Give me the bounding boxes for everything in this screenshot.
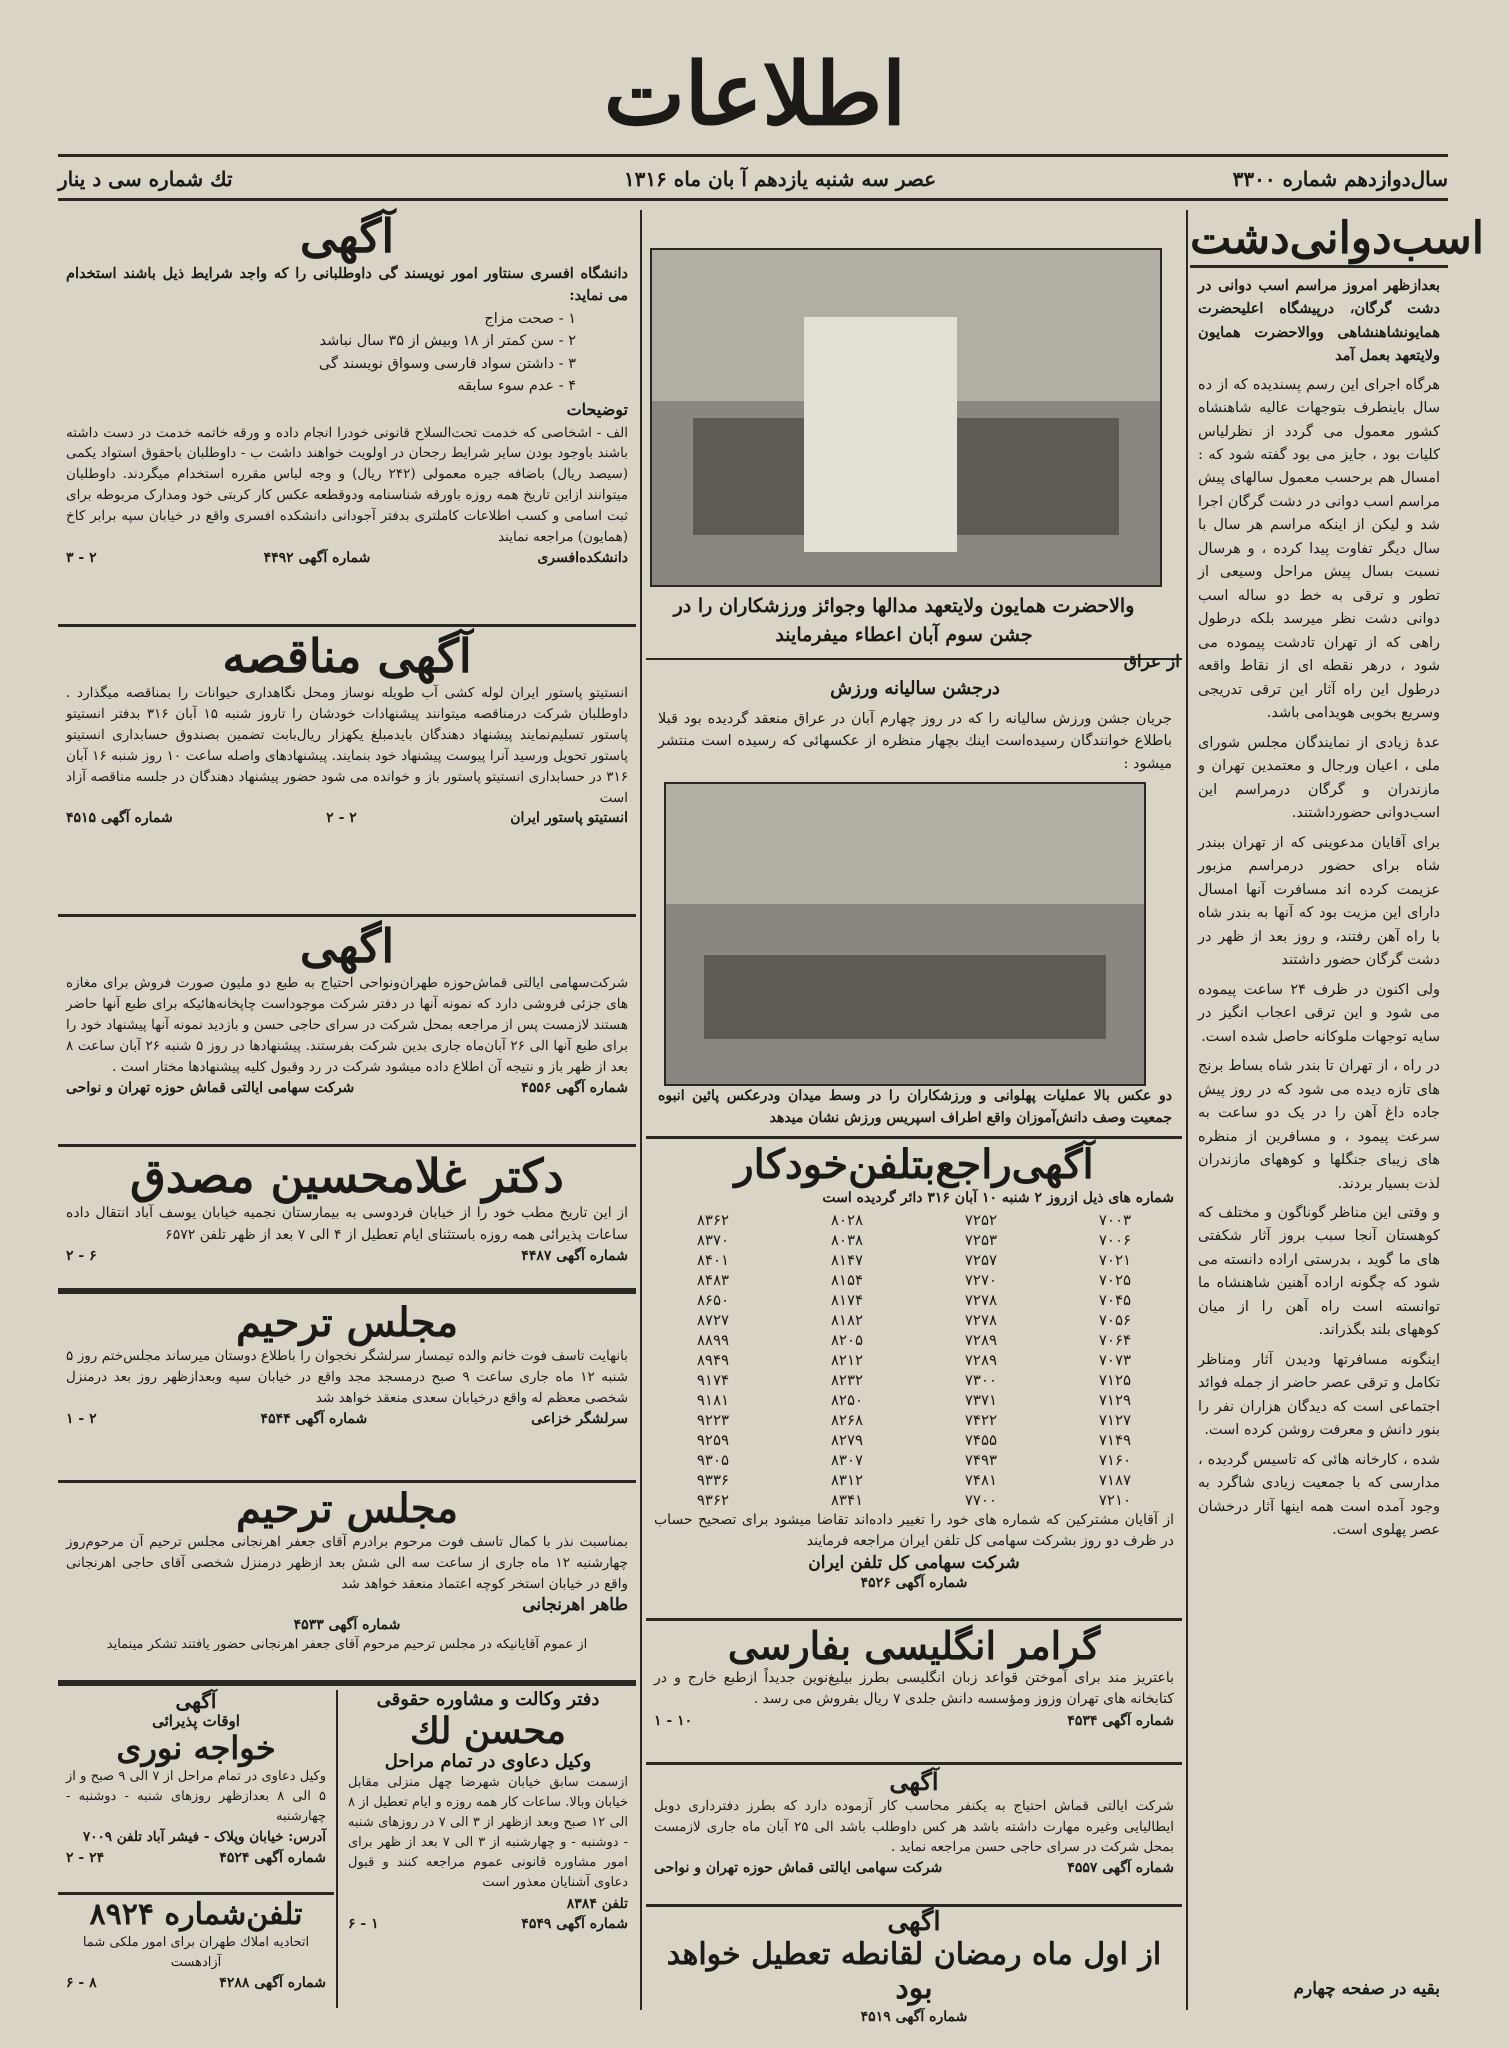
ad-series: ۲۴ - ۲ bbox=[66, 1850, 105, 1867]
rule bbox=[58, 914, 636, 917]
notice-memorial-2-body: بمناسبت نذر با کمال تاسف فوت مرحوم برادرم آقای جعفر اهرنجانی مجلس ترحیم آن مرحوم‌روز چهارشنبه ۱۲ ماه جاری از ساعت سه الی شش بعد ازظهر درمنزل شخصی آقای حاجی اهرنجانی واقع در خیابان استخر کوچه اعتماد منعقد خواهد شد bbox=[66, 1534, 628, 1592]
lead-paragraph: و وقتی این مناظر گوناگون و مختلف که کوهستان آنجا سبب بروز آثار شکفتی های ما گوید ، بدرستی اراده دانسته می شود که چگونه اراده آهنین شاهنشاه ما توانسته است راه آهن را از میان کوههای بلند بگذراند. bbox=[1198, 1205, 1440, 1339]
telephone-number: ۷۴۲۲ bbox=[964, 1410, 998, 1429]
ad-number: شماره آگهی ۴۲۸۸ bbox=[219, 1974, 326, 1991]
notice-doctor-title: دكتر غلامحسین مصدق bbox=[130, 1149, 564, 1203]
telephone-number: ۸۶۵۰ bbox=[696, 1290, 730, 1309]
ad-number: شماره آگهی ۴۵۱۹ bbox=[860, 2008, 968, 2025]
notice-grammar-body: باعتریز مند برای آموختن قواعد زبان انگلیسی بطرز بیلیغ‌نوین جدیداً ازطبع خارج و در کتابخانه های تهران وزوز ومؤسسه دانش جلدی ۷ ریال بفروش می رسد . bbox=[654, 1669, 1174, 1708]
ad-number: شماره آگهی ۴۵۲۶ bbox=[860, 1575, 968, 1592]
ad-number: شماره آگهی ۴۵۵۶ bbox=[521, 1079, 628, 1096]
telephone-number: ۸۳۷۰ bbox=[696, 1230, 730, 1249]
telephone-number: ۸۱۷۴ bbox=[830, 1290, 864, 1309]
notice-telephone-body: از آقایان مشترکین که شماره های خود را تغییر داده‌اند تقاضا میشود برای تصحیح حساب در ظرف دو روز بشرکت سهامی کل تلفن ایران مراجعه فرمایند bbox=[654, 1511, 1174, 1550]
ad-number: شماره آگهی ۴۵۱۵ bbox=[66, 810, 173, 827]
ad-sign: طاهر اهرنجانی bbox=[522, 1594, 628, 1615]
telephone-number: ۷۲۷۸ bbox=[964, 1290, 998, 1309]
notice-lawyer-nouri-address: آدرس: خیابان وپلاک - فیشر آباد تلفن ۷۰۰۹ bbox=[83, 1829, 326, 1846]
requirement-item: ۲ - سن کمتر از ۱۸ وبیش از ۳۵ سال نباشد bbox=[319, 333, 576, 350]
telephone-number: ۸۰۲۸ bbox=[830, 1210, 864, 1229]
telephone-number: ۹۳۶۲ bbox=[696, 1490, 730, 1509]
rule bbox=[58, 1144, 636, 1147]
ad-series: ۲ - ۳ bbox=[66, 550, 97, 567]
telephone-number: ۸۳۴۱ bbox=[830, 1490, 864, 1509]
notice-telephone bbox=[646, 1142, 1182, 1612]
telephone-numbers-table bbox=[646, 1210, 1182, 1510]
lead-continued: بقیه در صفحه چهارم bbox=[1293, 1979, 1440, 1999]
notice-ramadan-title: اگهی bbox=[887, 1907, 941, 1937]
notice-university-subtitle: توضیحات bbox=[566, 399, 628, 419]
notice-university-body: دانشگاه افسری سنتاور امور نویسند گی داوطلبانی را که واجد شرایط ذیل باشند استخدام می نماید: bbox=[66, 264, 628, 305]
telephone-number: ۷۱۲۵ bbox=[1098, 1370, 1132, 1389]
rule bbox=[58, 1892, 334, 1895]
notice-grammar bbox=[646, 1624, 1182, 1758]
telephone-row bbox=[646, 1370, 1182, 1390]
telephone-number: ۸۳۱۲ bbox=[830, 1470, 864, 1489]
header-rule bbox=[58, 198, 1448, 201]
iraq-sport-body: جریان جشن ورزش سالیانه را كه در روز چهارم آبان در عراق منعقد گردیده بود قبلا باطلاع خوانندگان رسیده‌است اینك بچهار منظره از عكسهائی که رسیده است منتشر میشود : bbox=[658, 711, 1172, 772]
telephone-number: ۷۰۷۳ bbox=[1098, 1350, 1132, 1369]
telephone-row bbox=[646, 1270, 1182, 1290]
telephone-number: ۸۱۴۷ bbox=[830, 1250, 864, 1269]
telephone-number: ۹۳۳۶ bbox=[696, 1470, 730, 1489]
telephone-number: ۷۱۸۷ bbox=[1098, 1470, 1132, 1489]
notice-grammar-title: گرامر انگلیسی بفارسی bbox=[727, 1623, 1101, 1668]
photo-crown-prince bbox=[650, 248, 1162, 587]
iraq-sport-title: درجشن سالیانه ورزش bbox=[830, 678, 1000, 699]
telephone-number: ۷۰۰۳ bbox=[1098, 1210, 1132, 1229]
telephone-number: ۷۳۰۰ bbox=[964, 1370, 998, 1389]
telephone-number: ۷۲۵۲ bbox=[964, 1210, 998, 1229]
ad-number: شماره آگهی ۴۵۴۴ bbox=[260, 1410, 368, 1427]
lead-paragraph: در راه ، از تهران تا بندر شاه بساط برنج های تازه دیده می شود که در روز پیش جاده داغ آهن را در یک دو ساعت به سرعت پیمود ، و مسافرین از منظره های زیبای جنگلها و کوههای مازندران لذت بسیار بردند. bbox=[1198, 1058, 1440, 1192]
lead-article bbox=[1190, 213, 1484, 2009]
requirement-item: ۱ - صحت مزاج bbox=[484, 310, 576, 327]
requirement-item: ۳ - داشتن سواد فارسی وسواق نویسند گی bbox=[318, 355, 576, 372]
telephone-number: ۷۰۴۵ bbox=[1098, 1290, 1132, 1309]
notice-ramadan bbox=[646, 1907, 1182, 2025]
notice-telephone-title: آگهی‌راجع‌بتلفن‌خودکار bbox=[734, 1141, 1094, 1188]
telephone-number: ۷۲۱۰ bbox=[1098, 1490, 1132, 1509]
telephone-number: ۷۰۶۴ bbox=[1098, 1330, 1132, 1349]
ad-series: ۱۰ - ۱ bbox=[654, 1713, 693, 1730]
masthead-rule bbox=[58, 154, 1448, 157]
telephone-number: ۷۱۲۷ bbox=[1098, 1410, 1132, 1429]
rule bbox=[58, 1480, 636, 1483]
ad-number: شماره آگهی ۴۴۸۷ bbox=[521, 1248, 628, 1265]
telephone-number: ۷۱۶۰ bbox=[1098, 1450, 1132, 1469]
notice-telephone-sign: شرکت سهامی کل تلفن ایران bbox=[808, 1553, 1020, 1574]
ad-sign: سرلشگر خزاعی bbox=[531, 1410, 628, 1427]
column-separator-left bbox=[640, 210, 642, 2010]
telephone-row bbox=[646, 1470, 1182, 1490]
telephone-number: ۸۱۸۲ bbox=[830, 1310, 864, 1329]
rule bbox=[646, 1618, 1182, 1621]
notice-telephone-intro: شماره های ذیل ازروز ۲ شنبه ۱۰ آبان ۳۱۶ دائر گردیده است bbox=[822, 1190, 1174, 1206]
lead-paragraph: ولی اکنون در ظرف ۲۴ ساعت پیموده می شود و این ترقی اعجاب انگیز در سایه توجهات ملوکانه حاصل شده است. bbox=[1198, 981, 1440, 1045]
notice-lawyer-nouri bbox=[58, 1690, 334, 1890]
telephone-number: ۸۲۰۵ bbox=[830, 1330, 864, 1349]
notice-ramadan-body: از اول ماه رمضان لقانطه تعطیل خواهد بود bbox=[666, 1936, 1162, 2007]
telephone-number: ۹۲۵۹ bbox=[696, 1430, 730, 1449]
notice-memorial-2-thanks: از عموم آقایانیکه در مجلس ترحیم مرحوم آقای جعفر اهرنجانی حضور یافتند تشکر مینماید bbox=[106, 1636, 588, 1652]
notice-memorial-2 bbox=[58, 1486, 636, 1676]
telephone-number: ۸۲۱۲ bbox=[830, 1350, 864, 1369]
telephone-number: ۷۲۸۹ bbox=[964, 1330, 998, 1349]
ad-series: ۸ - ۶ bbox=[66, 1974, 97, 1991]
ad-number: شماره آگهی ۴۵۲۴ bbox=[219, 1850, 326, 1867]
telephone-number: ۷۲۷۰ bbox=[964, 1270, 998, 1289]
telephone-row bbox=[646, 1230, 1182, 1250]
telephone-number: ۷۰۲۱ bbox=[1098, 1250, 1132, 1269]
lead-paragraph: بعدازظهر امروز مراسم اسب دوانی در دشت گرگان، درپیشگاه اعلیحضرت همایونشاهنشاهی ووالاحضرت همایون ولایتعهد بعمل آمد bbox=[1198, 276, 1440, 365]
ad-series: ۲ - ۲ bbox=[326, 810, 357, 827]
ad-series: ۶ - ۲ bbox=[66, 1248, 97, 1265]
notice-phone-title: تلفن‌شماره ۸۹۲۴ bbox=[89, 1897, 303, 1932]
iraq-label: از عراق bbox=[1123, 652, 1180, 672]
issue-price: تك شماره سی د ینار bbox=[58, 167, 233, 191]
telephone-number: ۸۴۸۳ bbox=[696, 1270, 730, 1289]
notice-textile-accountant-title: آگهی bbox=[889, 1767, 939, 1796]
ad-number: شماره آگهی ۴۵۴۹ bbox=[521, 1915, 628, 1932]
telephone-number: ۷۴۸۱ bbox=[964, 1470, 998, 1489]
telephone-number: ۷۴۹۳ bbox=[964, 1450, 998, 1469]
notice-textile-accountant bbox=[646, 1768, 1182, 1900]
notice-tender-title: آگهی مناقصه bbox=[222, 629, 472, 683]
notice-lawyer-lak-phone: تلفن ۸۳۸۴ bbox=[566, 1895, 628, 1912]
telephone-number: ۷۰۲۵ bbox=[1098, 1270, 1132, 1289]
lead-article-body bbox=[1190, 268, 1448, 1543]
telephone-number: ۸۲۵۰ bbox=[830, 1390, 864, 1409]
ad-series: ۱ - ۶ bbox=[348, 1915, 379, 1932]
column-separator-right bbox=[1186, 210, 1188, 2010]
telephone-number: ۸۸۹۹ bbox=[696, 1330, 730, 1349]
telephone-number: ۸۲۳۲ bbox=[830, 1370, 864, 1389]
telephone-number: ۹۱۷۴ bbox=[696, 1370, 730, 1389]
telephone-number: ۸۴۰۱ bbox=[696, 1250, 730, 1269]
ad-series: ۲ - ۱ bbox=[66, 1410, 97, 1427]
telephone-number: ۷۰۵۶ bbox=[1098, 1310, 1132, 1329]
lead-paragraph: برای آقایان مدعوینی که از تهران ببندر شاه برای حضور درمراسم مزبور عزیمت کرده اند مسافرت آنها امسال دارای این مزیت بود که آنها به بندر شاه با راه آهن رفتند، و روز بعد از ظهر در دشت گرگان حضور داشتند bbox=[1198, 834, 1440, 969]
lead-paragraph: شده ، کارخانه هائی که تاسیس گردیده ، مدارسی که با جمعیت زیادی شاگرد به وجود آمده است همه اینها آثار درخشان عصر پهلوی است. bbox=[1198, 1451, 1440, 1539]
lead-paragraph: اینگونه مسافرتها ودیدن آثار ومناظر تکامل و ترقی عصر حاضر از جمله فوائد اجتماعی است که دیدگان هزاران نفر را بنور دانش و معرفت روشن کرده است. bbox=[1198, 1351, 1440, 1439]
notice-phone-body: اتحادیه املاك طهران برای امور ملكی شما آزادهست bbox=[82, 1934, 310, 1970]
notice-lawyer-lak-body: ازسمت سابق خیابان شهرضا چهل منزلی مقابل خیابان وبالا. ساعات کار همه روزه و ایام تعطیل از ۸ الی ۱۲ صبح وبعد ازظهر از ۳ الی ۷ در روزهای شنبه - دوشنبه - و چهارشنبه از ۳ الی ۷ بعد از ظهر برای امور مشاوره قانونی عموم مراجعه كنند و قبول دعاوی آشنایان معذور است bbox=[348, 1774, 628, 1891]
notice-university-title: آگهی bbox=[299, 209, 395, 263]
notice-lawyer-nouri-subtitle: اوقات پذیرائی bbox=[152, 1712, 240, 1730]
notice-memorial-2-title: مجلس ترحیم bbox=[235, 1485, 459, 1532]
telephone-row bbox=[646, 1250, 1182, 1270]
telephone-row bbox=[646, 1410, 1182, 1430]
telephone-number: ۷۲۵۳ bbox=[964, 1230, 998, 1249]
requirement-item: ۴ - عدم سوء سابقه bbox=[457, 378, 576, 395]
notice-textile-body: شرکت‌سهامی ایالتی قماش‌حوزه طهران‌ونواحی احتیاج به طبع دو ملیون صورت فروش برای مغازه های جزئی فروشی دارد که نمونه آنها در دفتر شرکت موجوداست چاپخانه‌هائیکه برای طبع آنها حاضر هستند لازمست پس از مراجعه بمحل شرکت در سرای حاجی حسن و بازدید نمونه آنها پیشنهاد خود را برای طبع آنها الی ۲۶ آبان‌ماه جاری بدین شرکت بفرستند. پیشنهادها در روز ۵ شنبه ۲۶ آبان ساعت ۸ بعد از ظهر باز و نتیجه آن اطلاع داده میشود شرکت در رد وقبول کلیه پیشنهادها مختار است . bbox=[66, 974, 628, 1075]
lead-paragraph: هرگاه اجرای این رسم پسندیده که از ده سال باینطرف بتوجهات عالیه شاهنشاه کشور معمول می گردد از نظرلیاس کلیات بود ، جایز می بود گفته شود که : امسال هم برحسب معمول سالهای پیش مراسم اسب دوانی در دشت گرگان اجرا شد و لیکن از اینکه مراسم هر سال با سال دیگر تفاوت پیدا کرده ، و هرسال نسبت بسال پیش مراحل وسیعی از تطور و ترقی به خط دو ساله اسب دوانی دشت نظر میرسد بلکه درطول راهی که از تهران تادشت پیموده می شود ، درهر نقطه ای از نقاط واقعه درطول این راه آثار این ترقی تدریجی وسریع بخوبی هویدامی باشد. bbox=[1198, 376, 1440, 722]
notice-doctor bbox=[58, 1150, 636, 1284]
notice-lawyer-nouri-title: آگهی bbox=[175, 1689, 217, 1713]
ad-number: شماره آگهی ۴۴۹۲ bbox=[263, 550, 371, 567]
notice-tender-body: انستیتو پاستور ایران لوله کشی آب طویله نوساز ومحل نگاهداری حیوانات را بمناقصه میگذارد . داوطلبان شرکت درمناقصه میتوانند پیشنهادات خودشان را تاروز شنبه ۱۵ آبان ۳۱۶ بدفتر انستیتو پاستور تسلیم‌نمایند پیشنهاد دهندگان بایدمبلغ یکهزار ریال‌بابت تضمین بصندوق حسابداری انستیتو پاستور تحویل ورسید آنرا پیوست پیشنهاد خود بنمایند. پیشنهادهای واصله ساعت ۱۰ روز شنبه ۱۶ آبان ۳۱۶ در حسابداری انستیتو پاستور باز و خوانده می شود حضور پیشنهاد دهندگان در جلسه مناقصه آزاد است bbox=[66, 684, 628, 806]
photo-crown-prince-caption: والاحضرت همایون ولایتعهد مدالها وجوائز ورزشكاران را در جشن سوم آبان اعطاء میفرمایند bbox=[673, 595, 1135, 646]
telephone-row bbox=[646, 1330, 1182, 1350]
telephone-row bbox=[646, 1350, 1182, 1370]
notice-textile bbox=[58, 920, 636, 1140]
masthead-title: اطلاعات bbox=[603, 44, 907, 145]
rule bbox=[646, 1762, 1182, 1765]
telephone-row bbox=[646, 1430, 1182, 1450]
notice-doctor-body: از این تاریخ مطب خود را از خیابان فردوسی به بیمارستان نجمیه خیابان یوسف آباد انتقال داده ساعات پذیرائی همه روزه باستثنای ایام تعطیل از ۴ الی ۷ بعد از ظهر تلفن ۶۵۷۲ bbox=[66, 1204, 628, 1243]
telephone-number: ۹۳۰۵ bbox=[696, 1450, 730, 1469]
telephone-number: ۸۱۵۴ bbox=[830, 1270, 864, 1289]
lead-article-title: اسب‌دوانی‌دشت bbox=[1190, 214, 1448, 268]
telephone-number: ۷۱۲۹ bbox=[1098, 1390, 1132, 1409]
telephone-number: ۷۲۵۷ bbox=[964, 1250, 998, 1269]
telephone-number: ۷۳۷۱ bbox=[964, 1390, 998, 1409]
telephone-number: ۷۲۸۹ bbox=[964, 1350, 998, 1369]
telephone-number: ۸۳۰۷ bbox=[830, 1450, 864, 1469]
ad-number: شماره آگهی ۴۵۳۴ bbox=[1067, 1713, 1174, 1730]
telephone-row bbox=[646, 1490, 1182, 1510]
rule-thick bbox=[58, 1680, 636, 1686]
notice-memorial-1-body: بانهایت تاسف فوت خانم والده تیمسار سرلشگر نخجوان را باطلاع دوستان میرساند مجلس‌ختم روز ۵ شنبه ۱۲ ماه جاری ساعت ۹ صبح درمسجد مجد واقع در خیابان سپه وبعدازظهر روز بعد درمنزل شخصی معظم له واقع درخیابان سعدی منعقد خواهد شد bbox=[66, 1348, 628, 1406]
telephone-row bbox=[646, 1290, 1182, 1310]
notice-lawyer-nouri-body: وکیل دعاوی در تمام مراحل از ۷ الی ۹ صبح و از ۵ الی ۸ بعدازظهر روزهای شنبه - دوشنبه - چهارشنبه bbox=[66, 1769, 326, 1825]
notice-lawyer-nouri-name: خواجه نوری bbox=[116, 1729, 276, 1768]
telephone-number: ۷۱۴۹ bbox=[1098, 1430, 1132, 1449]
issue-date: عصر سه شنبه یازدهم آ بان ماه ۱۳۱۶ bbox=[623, 167, 937, 191]
telephone-number: ۸۷۲۷ bbox=[696, 1310, 730, 1329]
telephone-number: ۷۰۰۶ bbox=[1098, 1230, 1132, 1249]
telephone-number: ۸۲۷۹ bbox=[830, 1430, 864, 1449]
issue-info: سال‌دوازدهم شماره ۳۳۰۰ bbox=[1232, 167, 1448, 191]
telephone-number: ۸۳۶۲ bbox=[696, 1210, 730, 1229]
ad-number: شماره آگهی ۴۵۵۷ bbox=[1067, 1860, 1174, 1877]
telephone-row bbox=[646, 1450, 1182, 1470]
rule bbox=[58, 624, 636, 627]
ad-sign: انستیتو پاستور ایران bbox=[510, 810, 628, 827]
notice-tender bbox=[58, 630, 636, 910]
rule-thick bbox=[58, 1288, 636, 1294]
telephone-number: ۸۰۳۸ bbox=[830, 1230, 864, 1249]
notice-phone bbox=[58, 1898, 334, 2008]
notice-textile-title: اگهی bbox=[299, 919, 395, 973]
notice-lawyer-lak-name: محسن لك bbox=[410, 1709, 566, 1752]
telephone-number: ۷۲۷۸ bbox=[964, 1310, 998, 1329]
telephone-row bbox=[646, 1210, 1182, 1230]
telephone-number: ۷۷۰۰ bbox=[964, 1490, 998, 1509]
ad-sign: دانشکده‌افسری bbox=[537, 550, 628, 567]
ad-sign: شرکت سهامی ایالتی قماش حوزه تهران و نواحی bbox=[66, 1079, 355, 1096]
telephone-number: ۹۲۲۳ bbox=[696, 1410, 730, 1429]
notice-textile-accountant-body: شرکت ایالتی قماش احتیاج به یکنفر محاسب کار آزموده دارد که بطرز دفترداری دوبل ایطالیایی وغیره مهارت داشته باشد هر کس داوطلب باشد الی ۲۵ آبان ماه جاری لازمست بمحل شرکت در سرای حاجی حسن مراجعه نماید . bbox=[654, 1797, 1174, 1856]
iraq-sport-caption: دو عكس بالا عملیات پهلوانی و ورزشكاران را در وسط میدان ودرعكس پائین انبوه جمعیت وصف دانش‌آموزان واقع اطراف اسپریس ورزش نشان میدهد bbox=[658, 1088, 1172, 1126]
rule bbox=[646, 1136, 1182, 1139]
notice-university-notes: الف - اشخاصی که خدمت تحت‌السلاح قانونی خودرا انجام داده و ورقه خاتمه خدمت در دست داشته باشند باوجود بودن سایر شرایط رجحان در اولویت خواهند داشت ب - داوطلبان باحقوق استواد یکمی (سیصد ریال) باضافه جیره معمولی (۲۴۲ ریال) و وجه لباس مقرره استخدام میگردند. داوطلبان میتوانند ازاین تاریخ همه روزه باورقه شناسنامه ودوقطعه عکس کار کربتی خود ومدارک مربوطه برای ثبت اسامی و کسب اطلاعات کاملتری بدفتر آجودانی دانشکده افسری واقع در خیابان سپه برابر کاخ (همایون) مراجعه نمایند bbox=[66, 424, 628, 546]
ad-sign: شرکت سهامی ایالتی قماش حوزه تهران و نواحی bbox=[654, 1860, 943, 1877]
telephone-number: ۷۴۵۵ bbox=[964, 1430, 998, 1449]
lead-paragraph: عدهٔ زیادی از نمایندگان مجلس شورای ملی ، اعیان ورجال و معتمدین تهران و مازندران و گرگان درمراسم این اسب‌دوانی حضورداشتند. bbox=[1198, 734, 1440, 822]
photo-iraq-sport bbox=[664, 782, 1146, 1086]
column-separator-small bbox=[336, 1690, 338, 2008]
notice-memorial-1-title: مجلس ترحیم bbox=[235, 1299, 459, 1346]
telephone-number: ۸۲۶۸ bbox=[830, 1410, 864, 1429]
notice-memorial-1 bbox=[58, 1300, 636, 1476]
notice-lawyer-lak-subtitle: وکیل دعاوی در تمام مراحل bbox=[384, 1751, 592, 1773]
notice-lawyer-lak bbox=[340, 1690, 636, 2008]
telephone-number: ۹۱۸۱ bbox=[696, 1390, 730, 1409]
notice-lawyer-lak-title: دفتر وكالت و مشاوره حقوقی bbox=[376, 1689, 600, 1710]
telephone-row bbox=[646, 1310, 1182, 1330]
telephone-number: ۸۹۴۹ bbox=[696, 1350, 730, 1369]
notice-university bbox=[58, 210, 636, 620]
telephone-row bbox=[646, 1390, 1182, 1410]
ad-number: شماره آگهی ۴۵۳۳ bbox=[293, 1616, 401, 1633]
